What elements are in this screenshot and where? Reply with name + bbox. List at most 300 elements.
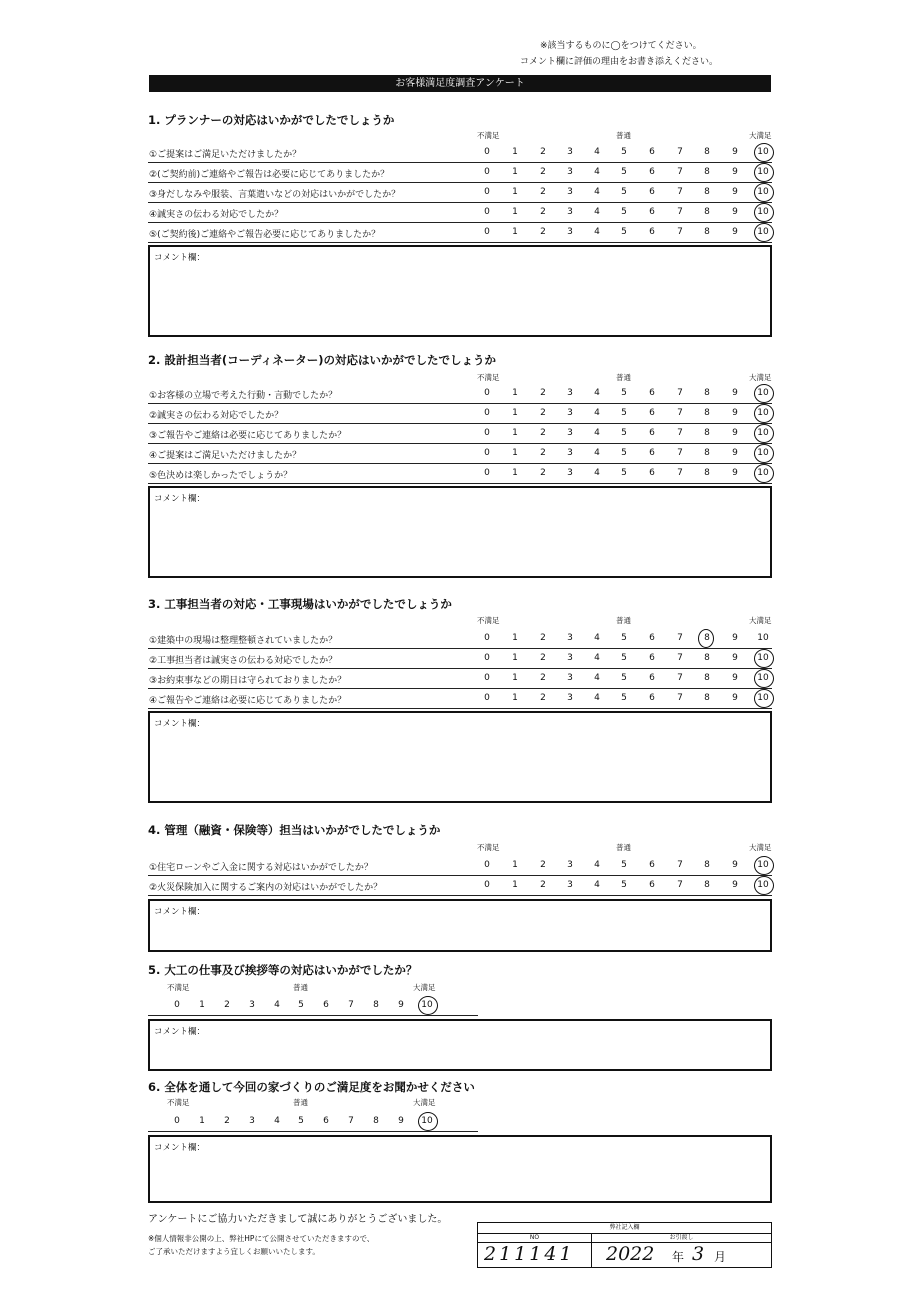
q1-1-score-10[interactable]: 10 [757,147,769,157]
q2-5-score-1[interactable]: 1 [512,468,518,478]
q5-score-8[interactable]: 8 [373,1000,379,1010]
q3-2-score-3[interactable]: 3 [567,653,573,663]
scale-low-label: 不満足 [167,983,190,992]
row-divider [148,403,772,404]
comment-label: コメント欄： [154,719,206,729]
q1-4-score-6[interactable]: 6 [649,207,655,217]
q1-1-score-4[interactable]: 4 [594,147,600,157]
row-divider [148,483,772,484]
q2-2-score-10[interactable]: 10 [757,408,769,418]
q2-3-score-1[interactable]: 1 [512,428,518,438]
q2-3-score-3[interactable]: 3 [567,428,573,438]
q6-score-8[interactable]: 8 [373,1116,379,1126]
q2-4-score-6[interactable]: 6 [649,448,655,458]
scale-low-label: 不満足 [477,131,500,140]
q3-1-score-6[interactable]: 6 [649,633,655,643]
question-text: ①建築中の現場は整理整頓されていましたか？ [149,636,338,646]
answer-circle [754,649,774,668]
comment-box[interactable] [148,1019,772,1071]
q3-4-score-0[interactable]: 0 [484,693,490,703]
q4-2-score-0[interactable]: 0 [484,880,490,890]
scale-mid-label: 普通 [616,616,631,625]
q3-2-score-2[interactable]: 2 [540,653,546,663]
q2-2-score-7[interactable]: 7 [677,408,683,418]
answer-circle [754,689,774,708]
section-title: 4. 管理（融資・保険等）担当はいかがでしたでしょうか [148,823,441,837]
q4-1-score-3[interactable]: 3 [567,860,573,870]
q2-3-score-8[interactable]: 8 [704,428,710,438]
q3-3-score-8[interactable]: 8 [704,673,710,683]
q1-2-score-1[interactable]: 1 [512,167,518,177]
q2-3-score-5[interactable]: 5 [621,428,627,438]
scale-low-label: 不満足 [477,373,500,382]
question-text: ②(ご契約前)ご連絡やご報告は必要に応じてありましたか？ [149,170,390,180]
q3-2-score-5[interactable]: 5 [621,653,627,663]
q2-2-score-4[interactable]: 4 [594,408,600,418]
q1-5-score-10[interactable]: 10 [757,227,769,237]
question-text: ④ご提案はご満足いただけましたか？ [149,451,302,461]
q3-2-score-10[interactable]: 10 [757,653,769,663]
section-title: 3. 工事担当者の対応・工事現場はいかがでしたでしょうか [148,597,452,611]
q1-2-score-3[interactable]: 3 [567,167,573,177]
q6-score-2[interactable]: 2 [224,1116,230,1126]
q2-5-score-8[interactable]: 8 [704,468,710,478]
answer-circle [754,856,774,875]
q4-2-score-1[interactable]: 1 [512,880,518,890]
question-text: ①ご提案はご満足いただけましたか？ [149,150,302,160]
section-title: 1. プランナーの対応はいかがでしたでしょうか [148,113,395,127]
q2-5-score-4[interactable]: 4 [594,468,600,478]
q2-3-score-9[interactable]: 9 [732,428,738,438]
q4-1-score-10[interactable]: 10 [757,860,769,870]
question-text: ③身だしなみや服装、言葉遣いなどの対応はいかがでしたか？ [149,190,401,200]
q2-5-score-6[interactable]: 6 [649,468,655,478]
q1-1-score-7[interactable]: 7 [677,147,683,157]
answer-circle [754,183,774,202]
q2-1-score-6[interactable]: 6 [649,388,655,398]
no-value: 211141 [484,1243,575,1265]
q2-1-score-4[interactable]: 4 [594,388,600,398]
comment-box[interactable] [148,711,772,803]
q2-2-score-8[interactable]: 8 [704,408,710,418]
handover-month: 3 [692,1243,705,1265]
q3-4-score-5[interactable]: 5 [621,693,627,703]
scale-high-label: 大満足 [749,373,772,382]
q2-1-score-9[interactable]: 9 [732,388,738,398]
q2-3-score-4[interactable]: 4 [594,428,600,438]
q5-score-5[interactable]: 5 [298,1000,304,1010]
q1-1-score-5[interactable]: 5 [621,147,627,157]
q5-score-3[interactable]: 3 [249,1000,255,1010]
q4-2-score-2[interactable]: 2 [540,880,546,890]
q2-3-score-0[interactable]: 0 [484,428,490,438]
q2-5-score-7[interactable]: 7 [677,468,683,478]
q2-4-score-0[interactable]: 0 [484,448,490,458]
row-divider [148,423,772,424]
q2-1-score-3[interactable]: 3 [567,388,573,398]
q3-2-score-9[interactable]: 9 [732,653,738,663]
question-text: ②工事担当者は誠実さの伝わる対応でしたか？ [149,656,338,666]
answer-circle [698,629,714,648]
answer-circle [754,424,774,443]
q1-4-score-1[interactable]: 1 [512,207,518,217]
q2-2-score-0[interactable]: 0 [484,408,490,418]
question-text: ⑤色決めは楽しかったでしょうか？ [149,471,293,481]
q2-2-score-9[interactable]: 9 [732,408,738,418]
q2-1-score-10[interactable]: 10 [757,388,769,398]
q3-2-score-6[interactable]: 6 [649,653,655,663]
q3-4-score-10[interactable]: 10 [757,693,769,703]
q2-1-score-1[interactable]: 1 [512,388,518,398]
row-divider [148,1131,478,1132]
q2-3-score-7[interactable]: 7 [677,428,683,438]
scale-mid-label: 普通 [616,131,631,140]
q2-4-score-3[interactable]: 3 [567,448,573,458]
q1-1-score-9[interactable]: 9 [732,147,738,157]
q1-4-score-7[interactable]: 7 [677,207,683,217]
q6-score-9[interactable]: 9 [398,1116,404,1126]
q1-3-score-2[interactable]: 2 [540,187,546,197]
q1-2-score-10[interactable]: 10 [757,167,769,177]
row-divider [148,648,772,649]
answer-circle [418,996,438,1015]
q2-1-score-5[interactable]: 5 [621,388,627,398]
q1-5-score-2[interactable]: 2 [540,227,546,237]
comment-label: コメント欄： [154,1143,206,1153]
q4-1-score-2[interactable]: 2 [540,860,546,870]
q5-score-4[interactable]: 4 [274,1000,280,1010]
q3-3-score-1[interactable]: 1 [512,673,518,683]
thanks-text: アンケートにご協力いただきまして誠にありがとうございました。 [148,1214,448,1225]
question-text: ③お約束事などの期日は守られておりましたか？ [149,676,347,686]
office-use-table [477,1222,772,1268]
q1-4-score-9[interactable]: 9 [732,207,738,217]
answer-circle [754,404,774,423]
q1-5-score-4[interactable]: 4 [594,227,600,237]
q4-2-score-4[interactable]: 4 [594,880,600,890]
q3-4-score-6[interactable]: 6 [649,693,655,703]
question-text: ①お客様の立場で考えた行動・言動でしたか？ [149,391,338,401]
q1-3-score-6[interactable]: 6 [649,187,655,197]
question-text: ②誠実さの伝わる対応でしたか？ [149,411,284,421]
comment-box[interactable] [148,245,772,337]
no-label: NO [478,1233,592,1243]
section-title: 5. 大工の仕事及び挨拶等の対応はいかがでしたか？ [148,963,418,977]
q2-5-score-9[interactable]: 9 [732,468,738,478]
q1-3-score-4[interactable]: 4 [594,187,600,197]
q3-3-score-4[interactable]: 4 [594,673,600,683]
q2-1-score-7[interactable]: 7 [677,388,683,398]
q2-3-score-6[interactable]: 6 [649,428,655,438]
q1-3-score-10[interactable]: 10 [757,187,769,197]
q1-2-score-4[interactable]: 4 [594,167,600,177]
q3-1-score-1[interactable]: 1 [512,633,518,643]
q1-3-score-8[interactable]: 8 [704,187,710,197]
q2-2-score-5[interactable]: 5 [621,408,627,418]
scale-high-label: 大満足 [413,983,436,992]
q1-3-score-5[interactable]: 5 [621,187,627,197]
row-divider [148,443,772,444]
q2-4-score-5[interactable]: 5 [621,448,627,458]
q6-score-6[interactable]: 6 [323,1116,329,1126]
q1-1-score-8[interactable]: 8 [704,147,710,157]
q4-2-score-6[interactable]: 6 [649,880,655,890]
row-divider [148,668,772,669]
q3-1-score-9[interactable]: 9 [732,633,738,643]
answer-circle [754,143,774,162]
q1-3-score-0[interactable]: 0 [484,187,490,197]
q1-2-score-6[interactable]: 6 [649,167,655,177]
q4-1-score-6[interactable]: 6 [649,860,655,870]
q1-5-score-0[interactable]: 0 [484,227,490,237]
answer-circle [754,223,774,242]
q2-2-score-1[interactable]: 1 [512,408,518,418]
q4-2-score-9[interactable]: 9 [732,880,738,890]
q3-3-score-6[interactable]: 6 [649,673,655,683]
q2-4-score-7[interactable]: 7 [677,448,683,458]
instruction-2: コメント欄に評価の理由をお書き添えください。 [520,57,719,67]
row-divider [148,895,772,896]
q6-score-5[interactable]: 5 [298,1116,304,1126]
comment-box[interactable] [148,486,772,578]
q3-2-score-8[interactable]: 8 [704,653,710,663]
answer-circle [754,163,774,182]
section-title: 6. 全体を通して今回の家づくりのご満足度をお聞かせください [148,1080,475,1094]
answer-circle [754,464,774,483]
comment-label: コメント欄： [154,907,206,917]
q4-1-score-7[interactable]: 7 [677,860,683,870]
q1-4-score-0[interactable]: 0 [484,207,490,217]
q4-1-score-0[interactable]: 0 [484,860,490,870]
row-divider [148,242,772,243]
answer-circle [754,669,774,688]
q2-3-score-2[interactable]: 2 [540,428,546,438]
q4-2-score-10[interactable]: 10 [757,880,769,890]
q6-score-7[interactable]: 7 [348,1116,354,1126]
q2-4-score-1[interactable]: 1 [512,448,518,458]
q4-1-score-8[interactable]: 8 [704,860,710,870]
q3-4-score-8[interactable]: 8 [704,693,710,703]
row-divider [148,182,772,183]
q4-1-score-5[interactable]: 5 [621,860,627,870]
q4-2-score-8[interactable]: 8 [704,880,710,890]
q3-2-score-1[interactable]: 1 [512,653,518,663]
q3-2-score-7[interactable]: 7 [677,653,683,663]
row-divider [148,463,772,464]
q3-1-score-4[interactable]: 4 [594,633,600,643]
q2-1-score-8[interactable]: 8 [704,388,710,398]
answer-circle [754,876,774,895]
row-divider [148,202,772,203]
q1-1-score-1[interactable]: 1 [512,147,518,157]
q3-1-score-8[interactable]: 8 [704,633,710,643]
q3-3-score-3[interactable]: 3 [567,673,573,683]
comment-box[interactable] [148,1135,772,1203]
q1-2-score-7[interactable]: 7 [677,167,683,177]
scale-high-label: 大満足 [749,843,772,852]
q3-4-score-2[interactable]: 2 [540,693,546,703]
q4-1-score-1[interactable]: 1 [512,860,518,870]
row-divider [148,688,772,689]
q2-5-score-0[interactable]: 0 [484,468,490,478]
q4-1-score-9[interactable]: 9 [732,860,738,870]
q3-2-score-0[interactable]: 0 [484,653,490,663]
q5-score-1[interactable]: 1 [199,1000,205,1010]
q3-4-score-7[interactable]: 7 [677,693,683,703]
privacy-note-2: ご了承いただけますよう宜しくお願いいたします。 [148,1247,320,1256]
row-divider [148,162,772,163]
q1-5-score-5[interactable]: 5 [621,227,627,237]
table-divider [591,1242,592,1267]
row-divider [148,222,772,223]
q3-1-score-0[interactable]: 0 [484,633,490,643]
instruction-1: ※該当するものに◯をつけてください。 [540,41,702,51]
q1-4-score-2[interactable]: 2 [540,207,546,217]
scale-low-label: 不満足 [167,1098,190,1107]
q1-3-score-3[interactable]: 3 [567,187,573,197]
q2-5-score-5[interactable]: 5 [621,468,627,478]
q5-score-9[interactable]: 9 [398,1000,404,1010]
q1-4-score-8[interactable]: 8 [704,207,710,217]
answer-circle [754,203,774,222]
row-divider [148,1015,478,1016]
q6-score-1[interactable]: 1 [199,1116,205,1126]
scale-mid-label: 普通 [293,983,308,992]
section-title: 2. 設計担当者(コーディネーター)の対応はいかがでしたでしょうか [148,353,496,367]
handover-label: お引渡し [592,1233,771,1243]
comment-label: コメント欄： [154,494,206,504]
q3-1-score-10[interactable]: 10 [757,633,769,643]
q3-3-score-2[interactable]: 2 [540,673,546,683]
q1-4-score-3[interactable]: 3 [567,207,573,217]
q6-score-3[interactable]: 3 [249,1116,255,1126]
scale-mid-label: 普通 [293,1098,308,1107]
q3-1-score-2[interactable]: 2 [540,633,546,643]
q2-3-score-10[interactable]: 10 [757,428,769,438]
scale-low-label: 不満足 [477,843,500,852]
question-text: ④ご報告やご連絡は必要に応じてありましたか？ [149,696,347,706]
q1-2-score-8[interactable]: 8 [704,167,710,177]
q1-5-score-1[interactable]: 1 [512,227,518,237]
q4-2-score-5[interactable]: 5 [621,880,627,890]
q3-2-score-4[interactable]: 4 [594,653,600,663]
q5-score-2[interactable]: 2 [224,1000,230,1010]
question-text: ③ご報告やご連絡は必要に応じてありましたか？ [149,431,347,441]
q2-5-score-3[interactable]: 3 [567,468,573,478]
q3-4-score-4[interactable]: 4 [594,693,600,703]
q1-5-score-3[interactable]: 3 [567,227,573,237]
q2-2-score-3[interactable]: 3 [567,408,573,418]
answer-circle [418,1112,438,1131]
q3-3-score-10[interactable]: 10 [757,673,769,683]
question-text: ②火災保険加入に関するご案内の対応はいかがでしたか？ [149,883,383,893]
year-unit: 年 [672,1250,685,1264]
q3-4-score-1[interactable]: 1 [512,693,518,703]
q1-1-score-2[interactable]: 2 [540,147,546,157]
q1-3-score-7[interactable]: 7 [677,187,683,197]
scale-high-label: 大満足 [749,131,772,140]
scale-mid-label: 普通 [616,373,631,382]
q1-1-score-3[interactable]: 3 [567,147,573,157]
q1-2-score-0[interactable]: 0 [484,167,490,177]
answer-circle [754,384,774,403]
q1-3-score-1[interactable]: 1 [512,187,518,197]
q4-2-score-3[interactable]: 3 [567,880,573,890]
q1-1-score-6[interactable]: 6 [649,147,655,157]
q1-5-score-7[interactable]: 7 [677,227,683,237]
survey-title: お客様満足度調査アンケート [149,75,771,92]
q5-score-7[interactable]: 7 [348,1000,354,1010]
q1-5-score-8[interactable]: 8 [704,227,710,237]
q1-2-score-2[interactable]: 2 [540,167,546,177]
q2-1-score-2[interactable]: 2 [540,388,546,398]
answer-circle [754,444,774,463]
comment-label: コメント欄： [154,253,206,263]
q6-score-0[interactable]: 0 [174,1116,180,1126]
scale-high-label: 大満足 [413,1098,436,1107]
q1-2-score-9[interactable]: 9 [732,167,738,177]
q2-4-score-8[interactable]: 8 [704,448,710,458]
q1-2-score-5[interactable]: 5 [621,167,627,177]
q4-1-score-4[interactable]: 4 [594,860,600,870]
q5-score-0[interactable]: 0 [174,1000,180,1010]
handover-year: 2022 [606,1243,655,1265]
q2-5-score-2[interactable]: 2 [540,468,546,478]
q3-3-score-9[interactable]: 9 [732,673,738,683]
question-text: ④誠実さの伝わる対応でしたか？ [149,210,284,220]
question-text: ①住宅ローンやご入金に関する対応はいかがでしたか？ [149,863,373,873]
q2-1-score-0[interactable]: 0 [484,388,490,398]
q2-2-score-2[interactable]: 2 [540,408,546,418]
comment-label: コメント欄： [154,1027,206,1037]
q3-1-score-5[interactable]: 5 [621,633,627,643]
q1-4-score-5[interactable]: 5 [621,207,627,217]
q3-3-score-0[interactable]: 0 [484,673,490,683]
q3-1-score-7[interactable]: 7 [677,633,683,643]
month-unit: 月 [714,1250,727,1264]
q2-2-score-6[interactable]: 6 [649,408,655,418]
q2-4-score-4[interactable]: 4 [594,448,600,458]
q5-score-10[interactable]: 10 [421,1000,433,1010]
q1-5-score-6[interactable]: 6 [649,227,655,237]
q3-3-score-7[interactable]: 7 [677,673,683,683]
q5-score-6[interactable]: 6 [323,1000,329,1010]
q3-4-score-3[interactable]: 3 [567,693,573,703]
q3-3-score-5[interactable]: 5 [621,673,627,683]
q3-1-score-3[interactable]: 3 [567,633,573,643]
privacy-note-1: ※個人情報非公開の上、弊社HPにて公開させていただきますので、 [148,1234,375,1243]
q1-4-score-4[interactable]: 4 [594,207,600,217]
scale-mid-label: 普通 [616,843,631,852]
q1-1-score-0[interactable]: 0 [484,147,490,157]
q2-4-score-9[interactable]: 9 [732,448,738,458]
q2-5-score-10[interactable]: 10 [757,468,769,478]
q2-4-score-2[interactable]: 2 [540,448,546,458]
office-use-label: 弊社記入欄 [478,1223,771,1234]
question-text: ⑤(ご契約後)ご連絡やご報告必要に応じてありましたか？ [149,230,381,240]
q6-score-10[interactable]: 10 [421,1116,433,1126]
q4-2-score-7[interactable]: 7 [677,880,683,890]
row-divider [148,875,772,876]
q2-4-score-10[interactable]: 10 [757,448,769,458]
q6-score-4[interactable]: 4 [274,1116,280,1126]
q1-3-score-9[interactable]: 9 [732,187,738,197]
q3-4-score-9[interactable]: 9 [732,693,738,703]
q1-4-score-10[interactable]: 10 [757,207,769,217]
q1-5-score-9[interactable]: 9 [732,227,738,237]
scale-high-label: 大満足 [749,616,772,625]
comment-box[interactable] [148,899,772,952]
